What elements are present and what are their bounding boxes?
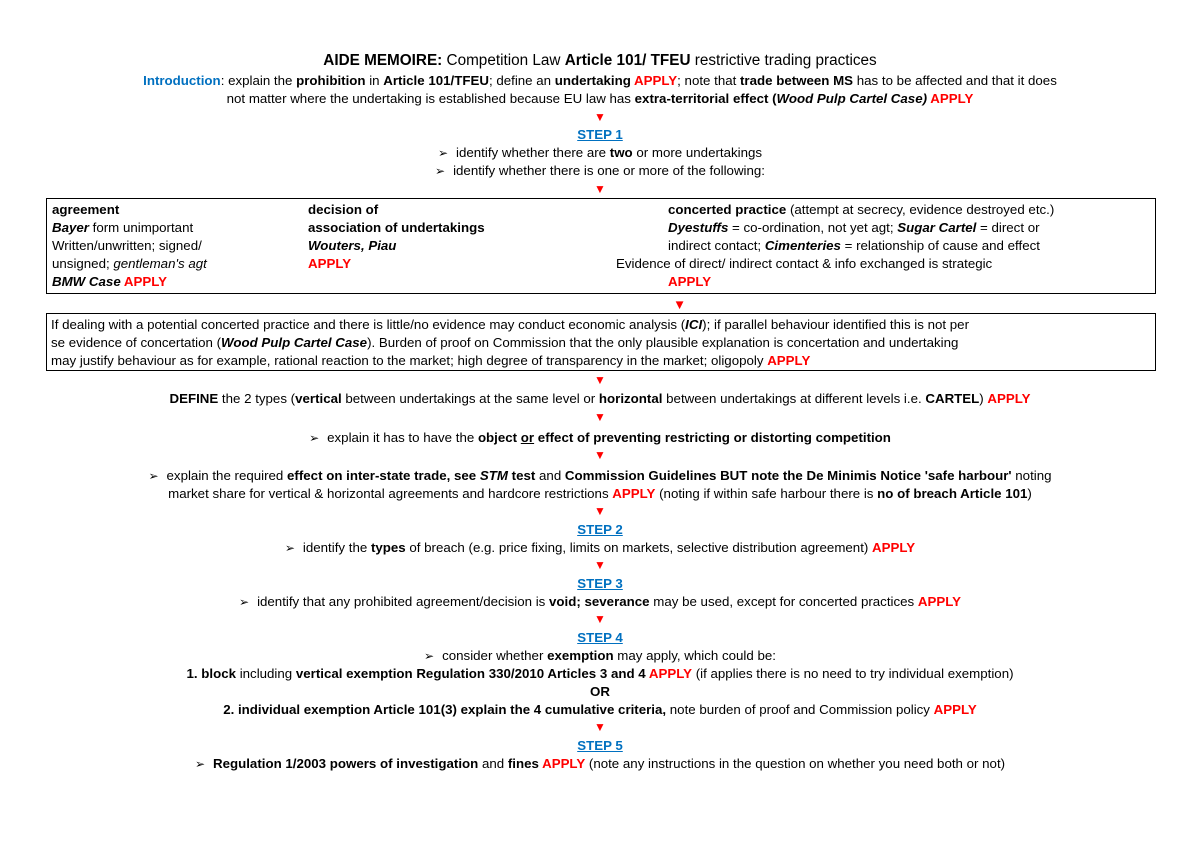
text-run: APPLY: [927, 91, 974, 106]
text-run: market share for vertical & horizontal agreements and hardcore restrictions: [168, 486, 613, 501]
text-run: and: [535, 468, 565, 483]
text-run: association of undertakings: [308, 220, 485, 235]
text-run: identify whether there is one or more of the following:: [453, 163, 765, 178]
text-run: fines: [507, 756, 539, 771]
text-run: Wouters, Piau: [308, 238, 397, 253]
text-run: = relationship of cause and effect: [840, 238, 1040, 253]
concerted-practice-column: [668, 201, 1054, 255]
text-run: ). Burden of proof on Commission that the only plausible explanation is concertation and undertaking: [367, 335, 959, 350]
text-run: ; note that: [677, 73, 740, 88]
text-run: 1. block: [186, 666, 236, 681]
title-part-2: Competition Law: [442, 52, 565, 69]
text-run: APPLY: [645, 666, 692, 681]
individual-exemption-line: [0, 702, 1200, 718]
text-run: Commission Guidelines BUT note the De Minimis Notice 'safe harbour': [564, 468, 1012, 483]
text-run: consider whether: [442, 648, 548, 663]
bullet-arrow-icon: ➢: [239, 595, 250, 609]
bullet-arrow-icon: ➢: [284, 541, 295, 555]
inter-state-trade-line-1: [0, 468, 1200, 484]
text-run: indirect contact;: [668, 238, 765, 253]
text-run: APPLY: [538, 756, 586, 771]
step-2-bullet: [0, 540, 1200, 556]
text-run: unsigned;: [52, 256, 114, 271]
step-1-bullet-2: [0, 163, 1200, 179]
decision-column: [308, 201, 485, 273]
text-run: horizontal: [598, 391, 663, 406]
text-run: may justify behaviour as for example, rational reaction to the market; high degree of transparency in the market; oligopoly: [51, 353, 768, 368]
text-run: types: [370, 540, 406, 555]
text-run: void; severance: [549, 594, 650, 609]
text-run: or more undertakings: [632, 145, 763, 160]
column-line: [668, 219, 1054, 237]
down-arrow-icon: ▼: [594, 410, 606, 424]
column-line: [52, 273, 207, 291]
evidence-note: Evidence of direct/ indirect contact & info exchanged is strategic: [616, 256, 993, 271]
text-run: may be used, except for concerted practices: [649, 594, 918, 609]
define-types-line: [0, 391, 1200, 407]
text-run: Written/unwritten; signed/: [52, 238, 202, 253]
down-arrow-icon: ▼: [594, 720, 606, 734]
text-run: may apply, which could be:: [613, 648, 776, 663]
text-run: form unimportant: [88, 220, 194, 235]
text-run: APPLY: [308, 256, 352, 271]
text-run: (if applies there is no need to try individual exemption): [692, 666, 1014, 681]
intro-line-2: [0, 91, 1200, 107]
text-run: ); if parallel behaviour identified this is not per: [702, 317, 969, 332]
text-run: APPLY: [630, 73, 678, 88]
text-run: effect on inter-state trade, see: [287, 468, 480, 483]
text-run: ): [979, 391, 988, 406]
text-run: effect of preventing restricting or distorting competition: [534, 430, 891, 445]
text-run: Article 101/TFEU: [383, 73, 489, 88]
inter-state-trade-line-2: [0, 486, 1200, 502]
text-run: two: [609, 145, 633, 160]
text-run: object: [477, 430, 521, 445]
text-run: in: [365, 73, 384, 88]
text-run: APPLY: [933, 702, 977, 717]
text-run: Regulation 1/2003 powers of investigation: [213, 756, 479, 771]
step-4-heading: STEP 4: [577, 630, 623, 645]
column-line: [52, 237, 207, 255]
step-2-heading: STEP 2: [577, 522, 623, 537]
text-run: including: [236, 666, 296, 681]
text-run: noting: [1011, 468, 1052, 483]
text-run: undertaking: [554, 73, 631, 88]
text-run: STM: [479, 468, 508, 483]
bullet-arrow-icon: ➢: [309, 431, 320, 445]
text-run: APPLY: [767, 353, 811, 368]
text-run: vertical exemption Regulation 330/2010 Articles 3 and 4: [295, 666, 646, 681]
text-run: Bayer: [52, 220, 89, 235]
bullet-arrow-icon: ➢: [437, 146, 449, 160]
down-arrow-icon: ▼: [673, 297, 687, 312]
title-part-4: restrictive trading practices: [690, 52, 877, 69]
down-arrow-icon: ▼: [594, 612, 606, 626]
bullet-arrow-icon: ➢: [424, 649, 435, 663]
title-article: Article 101/ TFEU: [564, 52, 691, 69]
text-run: : explain the: [220, 73, 297, 88]
text-run: test: [507, 468, 536, 483]
down-arrow-icon: ▼: [594, 448, 606, 462]
intro-line-1: [0, 73, 1200, 89]
column-line: [52, 201, 207, 219]
text-run: DEFINE: [169, 391, 219, 406]
or-separator: OR: [590, 684, 610, 699]
text-run: of breach (e.g. price fixing, limits on markets, selective distribution agreement): [405, 540, 873, 555]
text-run: Introduction: [143, 73, 221, 88]
agreement-column: [52, 201, 207, 291]
text-run: note burden of proof and Commission policy: [666, 702, 934, 717]
text-run: not matter where the undertaking is established because EU law has: [226, 91, 635, 106]
text-run: APPLY: [612, 486, 656, 501]
text-run: 2. individual exemption Article 101(3) explain the 4 cumulative criteria,: [223, 702, 667, 717]
text-run: decision of: [308, 202, 379, 217]
text-run: se evidence of concertation (: [51, 335, 222, 350]
title-aide-memoire: AIDE MEMOIRE:: [323, 52, 443, 69]
text-run: identify the: [302, 540, 371, 555]
text-run: extra-territorial effect (: [634, 91, 777, 106]
text-run: APPLY: [120, 274, 168, 289]
text-run: vertical: [295, 391, 342, 406]
bullet-arrow-icon: ➢: [194, 757, 205, 771]
text-run: = co-ordination, not yet agt;: [728, 220, 898, 235]
text-run: BMW Case: [52, 274, 121, 289]
down-arrow-icon: ▼: [594, 110, 606, 124]
down-arrow-icon: ▼: [594, 504, 606, 518]
step-5-bullet: [0, 756, 1200, 772]
text-run: or: [520, 430, 535, 445]
block-exemption-line: [0, 666, 1200, 682]
column-line: [52, 255, 207, 273]
down-arrow-icon: ▼: [594, 558, 606, 572]
text-run: agreement: [52, 202, 120, 217]
text-run: no of breach Article 101: [877, 486, 1028, 501]
object-or-effect-bullet: [0, 430, 1200, 446]
down-arrow-icon: ▼: [594, 182, 606, 196]
text-run: APPLY: [872, 540, 916, 555]
text-run: Dyestuffs: [668, 220, 729, 235]
step-3-bullet: [0, 594, 1200, 610]
step-4-bullet: [0, 648, 1200, 664]
text-run: explain it has to have the: [327, 430, 478, 445]
down-arrow-icon: ▼: [594, 373, 606, 387]
text-run: ICI: [685, 317, 703, 332]
text-run: APPLY: [987, 391, 1031, 406]
economic-analysis-line-2: [51, 334, 1151, 352]
text-run: explain the required: [166, 468, 288, 483]
bullet-arrow-icon: ➢: [435, 164, 446, 178]
economic-analysis-line-1: [51, 316, 1151, 334]
text-run: prohibition: [296, 73, 366, 88]
text-run: APPLY: [917, 594, 961, 609]
step-1-heading: STEP 1: [577, 127, 623, 142]
text-run: Wood Pulp Cartel Case: [221, 335, 368, 350]
text-run: (note any instructions in the question on whether you need both or not): [585, 756, 1006, 771]
text-run: CARTEL: [925, 391, 980, 406]
bullet-arrow-icon: ➢: [148, 469, 159, 483]
text-run: trade between MS: [740, 73, 854, 88]
step-3-heading: STEP 3: [577, 576, 623, 591]
column-line: [308, 201, 485, 219]
text-run: concerted practice: [668, 202, 787, 217]
column-line: [668, 201, 1054, 219]
text-run: the 2 types (: [218, 391, 296, 406]
page-title: [0, 52, 1200, 70]
step-5-heading: STEP 5: [577, 738, 623, 753]
step-1-bullet-1: [0, 145, 1200, 161]
text-run: exemption: [547, 648, 614, 663]
text-run: If dealing with a potential concerted practice and there is little/no evidence may conduct economic analysis (: [51, 317, 686, 332]
text-run: (attempt at secrecy, evidence destroyed etc.): [786, 202, 1055, 217]
text-run: identify whether there are: [456, 145, 610, 160]
text-run: Wood Pulp Cartel Case): [776, 91, 928, 106]
text-run: (noting if within safe harbour there is: [655, 486, 878, 501]
column-line: [308, 237, 485, 255]
text-run: Sugar Cartel: [897, 220, 977, 235]
column-line: [52, 219, 207, 237]
text-run: ): [1027, 486, 1032, 501]
column-line: [308, 255, 485, 273]
text-run: Cimenteries: [764, 238, 841, 253]
concerted-practice-apply: APPLY: [668, 274, 712, 289]
text-run: gentleman's agt: [113, 256, 207, 271]
economic-analysis-line-3: [51, 352, 1151, 370]
text-run: = direct or: [976, 220, 1040, 235]
text-run: between undertakings at different levels i.e.: [662, 391, 926, 406]
column-line: [308, 219, 485, 237]
text-run: between undertakings at the same level or: [341, 391, 599, 406]
column-line: [668, 237, 1054, 255]
text-run: identify that any prohibited agreement/decision is: [257, 594, 550, 609]
text-run: has to be affected and that it does: [853, 73, 1057, 88]
text-run: ; define an: [488, 73, 555, 88]
economic-analysis-box: [46, 313, 1156, 371]
text-run: and: [478, 756, 508, 771]
